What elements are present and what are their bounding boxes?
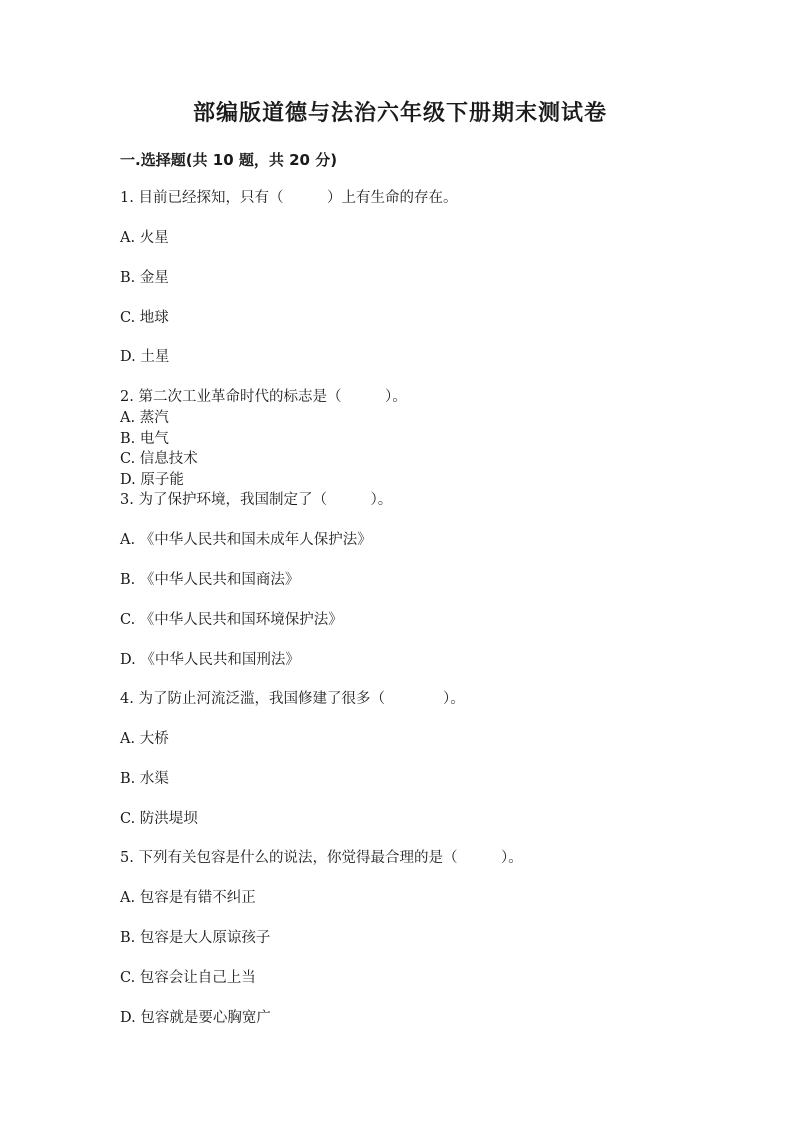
option-item: B. 电气 bbox=[120, 431, 169, 447]
option-item: C. 地球 bbox=[120, 310, 169, 326]
question-stem: 5. 下列有关包容是什么的说法，你觉得最合理的是（ ）。 bbox=[120, 850, 523, 866]
question-stem: 2. 第二次工业革命时代的标志是（ ）。 bbox=[120, 389, 407, 405]
document-title: 部编版道德与法治六年级下册期末测试卷 bbox=[192, 100, 607, 126]
section-heading: 一.选择题(共 10 题，共 20 分) bbox=[120, 151, 338, 169]
option-item: D. 土星 bbox=[120, 349, 170, 365]
option-item: A. 包容是有错不纠正 bbox=[120, 890, 256, 906]
option-item: A. 蒸汽 bbox=[120, 410, 169, 426]
question-stem: 4. 为了防止河流泛滥，我国修建了很多（ ）。 bbox=[120, 691, 465, 707]
option-item: D. 《中华人民共和国刑法》 bbox=[120, 652, 300, 668]
option-item: B. 包容是大人原谅孩子 bbox=[120, 930, 271, 946]
option-item: C. 包容会让自己上当 bbox=[120, 970, 256, 986]
option-item: C. 防洪堤坝 bbox=[120, 811, 198, 827]
option-item: B. 《中华人民共和国商法》 bbox=[120, 572, 300, 588]
option-item: B. 金星 bbox=[120, 270, 169, 286]
option-item: C. 信息技术 bbox=[120, 451, 198, 467]
option-item: A. 大桥 bbox=[120, 731, 169, 747]
option-item: C. 《中华人民共和国环境保护法》 bbox=[120, 612, 343, 628]
question-stem: 3. 为了保护环境，我国制定了（ ）。 bbox=[120, 492, 393, 508]
option-item: A. 火星 bbox=[120, 230, 169, 246]
option-item: D. 包容就是要心胸宽广 bbox=[120, 1010, 271, 1026]
question-stem: 1. 目前已经探知，只有（ ）上有生命的存在。 bbox=[120, 190, 458, 206]
option-item: D. 原子能 bbox=[120, 472, 184, 488]
option-item: B. 水渠 bbox=[120, 771, 169, 787]
option-item: A. 《中华人民共和国未成年人保护法》 bbox=[120, 532, 372, 548]
